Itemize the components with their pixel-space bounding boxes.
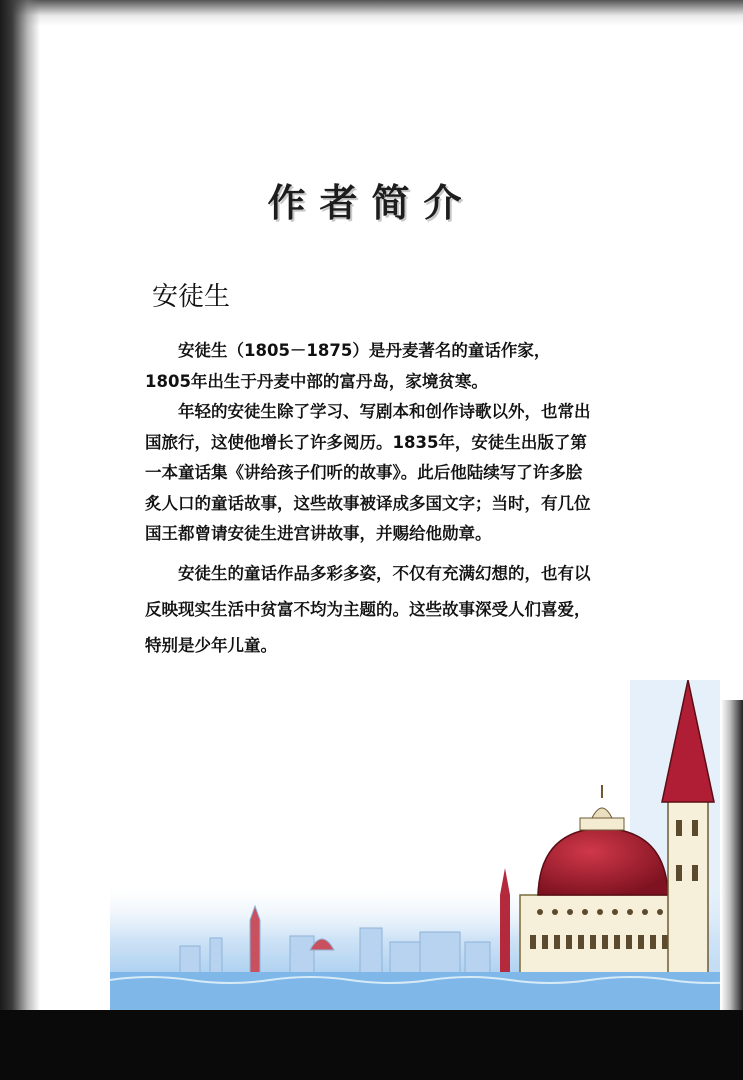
author-name: 安徒生 [152, 282, 231, 312]
palace-skyline-illustration [110, 680, 720, 1010]
scan-edge-bottom [0, 1010, 743, 1080]
dome-lantern [592, 808, 612, 818]
body-text [145, 336, 595, 664]
paragraph-1: 安徒生（1805－1875）是丹麦著名的童话作家，1805年出生于丹麦中部的富丹岛，家境贫寒。 [145, 341, 551, 391]
dome-drum [580, 818, 624, 830]
page-title: 作者简介 [267, 180, 476, 225]
tower-body [668, 800, 708, 990]
paragraph-3: 安徒生的童话作品多彩多姿，不仅有充满幻想的，也有以反映现实生活中贫富不均为主题的。这些故事深受人们喜爱，特别是少年儿童。 [145, 563, 591, 655]
paragraph-2: 年轻的安徒生除了学习、写剧本和创作诗歌以外，也常出国旅行，这使他增长了许多阅历。1835年，安徒生出版了第一本童话集《讲给孩子们听的故事》。此后他陆续写了许多脍炙人口的童话故事，这些故事被译成多国文字；当时，有几位国王都曾请安徒生进宫讲故事，并赐给他勋章。 [145, 402, 591, 543]
palace-portholes [537, 909, 663, 915]
